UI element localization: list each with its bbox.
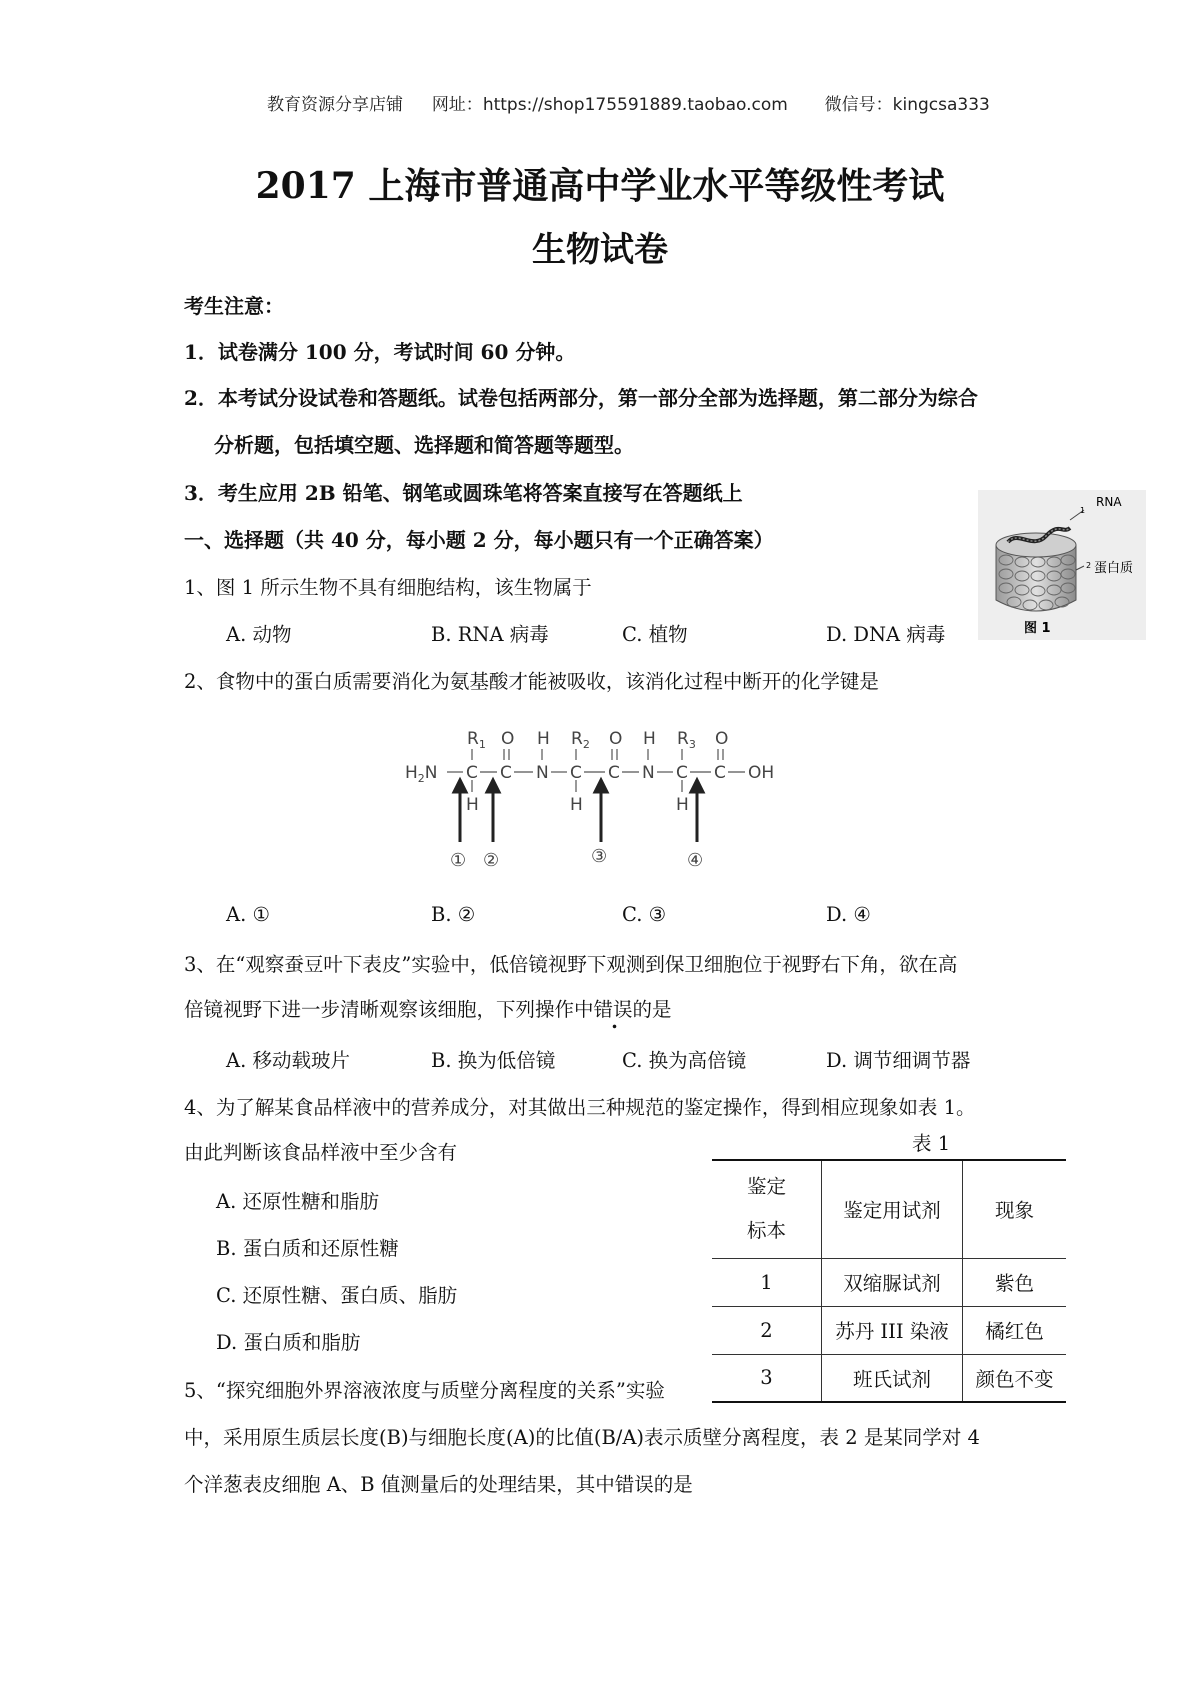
exam-title: 2017 上海市普通高中学业水平等级性考试: [255, 165, 945, 207]
exam-subtitle: 生物试卷: [532, 230, 668, 270]
table-row: [712, 1354, 1066, 1402]
q3-option-c[interactable]: C. 换为高倍镜: [622, 1049, 747, 1072]
table-row: [712, 1306, 1066, 1354]
q4-option-b[interactable]: B. 蛋白质和还原性糖: [216, 1237, 399, 1260]
q3-option-a[interactable]: A. 移动载玻片: [226, 1049, 350, 1072]
question-2: 2、食物中的蛋白质需要消化为氨基酸才能被吸收，该消化过程中断开的化学键是: [184, 670, 879, 693]
shop-url[interactable]: https://shop175591889.taobao.com: [482, 95, 788, 115]
q2-option-c[interactable]: C. ③: [622, 903, 667, 926]
table-header-reagent: 鉴定用试剂: [822, 1160, 963, 1258]
o3-label: O: [715, 729, 729, 749]
r2-label: R: [571, 729, 583, 749]
c4-label: C: [608, 763, 620, 783]
header-specimen-l2: 标本: [746, 1219, 786, 1243]
q3-option-b[interactable]: B. 换为低倍镜: [431, 1049, 556, 1072]
q3-emphasis: 错误: [593, 998, 633, 1021]
url-label: 网址：: [431, 95, 483, 115]
row2-reagent: 苏丹 III 染液: [822, 1306, 963, 1354]
wechat-label: 微信号：: [824, 95, 893, 115]
svg-text:H2N: [405, 763, 438, 785]
rna-num: 1: [1080, 506, 1086, 515]
row1-phenomenon: 紫色: [963, 1258, 1067, 1306]
header-specimen-l1: 鉴定: [746, 1175, 786, 1199]
c6-label: C: [714, 763, 726, 783]
h-bottom-2: H: [570, 795, 583, 815]
q1-option-b[interactable]: B. RNA 病毒: [431, 623, 549, 646]
h-bottom-1: H: [466, 795, 479, 815]
h2-label: H: [643, 729, 656, 749]
oh-label: OH: [748, 763, 775, 783]
r1-label: R: [467, 729, 479, 749]
r1-sub: 1: [478, 738, 486, 751]
row2-specimen: 2: [760, 1318, 773, 1342]
figure-caption: 图 1: [1024, 621, 1051, 636]
h2n-h: H: [405, 763, 418, 783]
wechat-id: kingcsa333: [892, 95, 990, 115]
h1-label: H: [537, 729, 550, 749]
peptide-structure: [405, 722, 795, 872]
row1-reagent: 双缩脲试剂: [822, 1258, 963, 1306]
question-3-line2: [184, 994, 672, 1022]
notice-item-3: 3．考生应用 2B 铅笔、钢笔或圆珠笔将答案直接写在答题纸上: [184, 481, 743, 505]
table-caption: 表 1: [912, 1132, 951, 1155]
page-header: [267, 90, 990, 115]
question-1: 1、图 1 所示生物不具有细胞结构，该生物属于: [184, 576, 592, 599]
svg-text:R1: [467, 729, 486, 751]
question-3-line1: 3、在“观察蚕豆叶下表皮”实验中，低倍镜视野下观测到保卫细胞位于视野右下角，欲在高: [184, 953, 958, 976]
virus-figure: [978, 490, 1146, 640]
table-header-phenomenon: 现象: [963, 1160, 1067, 1258]
question-5-line2: 中，采用原生质层长度(B)与细胞长度(A)的比值(B/A)表示质壁分离程度，表 2 是某同学对 4: [184, 1426, 980, 1449]
o2-label: O: [609, 729, 623, 749]
q2-option-a[interactable]: A. ①: [226, 903, 270, 926]
q2-option-b[interactable]: B. ②: [431, 903, 476, 926]
question-5-line3: 个洋葱表皮细胞 A、B 值测量后的处理结果，其中错误的是: [184, 1473, 693, 1496]
q3-line2-c: 的是: [632, 998, 672, 1021]
table-row: [712, 1258, 1066, 1306]
c3-label: C: [570, 763, 582, 783]
q4-option-a[interactable]: A. 还原性糖和脂肪: [216, 1190, 379, 1213]
row2-phenomenon: 橘红色: [963, 1306, 1067, 1354]
c2-label: C: [500, 763, 512, 783]
question-4-line2: 由此判断该食品样液中至少含有: [184, 1141, 458, 1164]
q1-option-a[interactable]: A. 动物: [226, 623, 292, 646]
o1-label: O: [501, 729, 515, 749]
shop-name: 教育资源分享店铺: [267, 95, 403, 115]
notice-heading: 考生注意：: [184, 294, 284, 318]
q1-option-d[interactable]: D. DNA 病毒: [826, 623, 946, 646]
q4-option-d[interactable]: D. 蛋白质和脂肪: [216, 1331, 361, 1354]
q3-option-d[interactable]: D. 调节细调节器: [826, 1049, 971, 1072]
h2n-sub: 2: [417, 772, 425, 785]
svg-text:R2: [571, 729, 590, 751]
q2-option-d[interactable]: D. ④: [826, 903, 871, 926]
q1-option-c[interactable]: C. 植物: [622, 623, 688, 646]
notice-item-2-cont: 分析题，包括填空题、选择题和简答题等题型。: [214, 433, 634, 457]
r2-sub: 2: [582, 738, 590, 751]
section-heading: 一、选择题（共 40 分，每小题 2 分，每小题只有一个正确答案）: [184, 528, 774, 552]
bond-marker-3: ③: [591, 846, 608, 867]
n2-label: N: [642, 763, 655, 783]
reagent-table: [712, 1159, 1066, 1403]
r3-label: R: [677, 729, 689, 749]
row3-specimen: 3: [760, 1366, 773, 1390]
row3-phenomenon: 颜色不变: [963, 1354, 1067, 1402]
c5-label: C: [676, 763, 688, 783]
h-bottom-3: H: [676, 795, 689, 815]
rna-label: RNA: [1096, 495, 1122, 509]
table-header-specimen: [712, 1160, 822, 1258]
q3-line2-a: 倍镜视野下进一步清晰观察该细胞，下列操作中: [184, 998, 594, 1021]
bond-marker-1: ①: [450, 850, 467, 871]
row3-reagent: 班氏试剂: [822, 1354, 963, 1402]
protein-label: 蛋白质: [1094, 561, 1134, 576]
bond-marker-2: ②: [483, 850, 500, 871]
notice-item-1: 1．试卷满分 100 分，考试时间 60 分钟。: [184, 340, 576, 364]
c1-label: C: [466, 763, 478, 783]
r3-sub: 3: [688, 738, 696, 751]
question-5-line1: 5、“探究细胞外界溶液浓度与质壁分离程度的关系”实验: [184, 1379, 665, 1402]
svg-text:R3: [677, 729, 696, 751]
q4-option-c[interactable]: C. 还原性糖、蛋白质、脂肪: [216, 1284, 458, 1307]
question-4-line1: 4、为了解某食品样液中的营养成分，对其做出三种规范的鉴定操作，得到相应现象如表 1。: [184, 1096, 976, 1119]
h2n-n: N: [424, 763, 438, 783]
row1-specimen: 1: [760, 1270, 773, 1294]
bond-marker-4: ④: [687, 850, 704, 871]
protein-num: 2: [1086, 561, 1092, 570]
n1-label: N: [536, 763, 549, 783]
notice-item-2: 2．本考试分设试卷和答题纸。试卷包括两部分，第一部分全部为选择题，第二部分为综合: [184, 386, 978, 410]
